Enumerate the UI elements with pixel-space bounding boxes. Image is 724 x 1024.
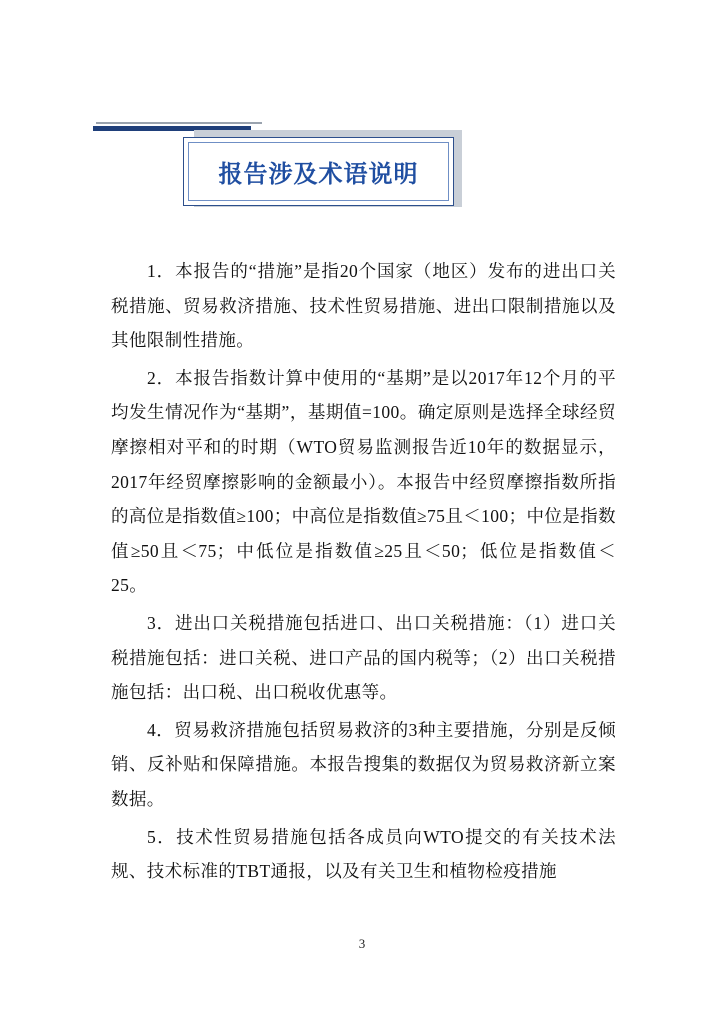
page-number: 3 bbox=[358, 936, 366, 951]
title-box bbox=[183, 137, 454, 206]
decorative-rule-top bbox=[96, 122, 262, 124]
paragraph-5: 5．技术性贸易措施包括各成员向WTO提交的有关技术法规、技术标准的TBT通报，以及有关卫生和植物检疫措施 bbox=[111, 826, 616, 882]
title-inner-frame bbox=[188, 142, 449, 201]
paragraph-1: 1．本报告的“措施”是指20个国家（地区）发布的进出口关税措施、贸易救济措施、技术性贸易措施、进出口限制措施以及其他限制性措施。 bbox=[111, 261, 616, 351]
paragraph-3: 3．进出口关税措施包括进口、出口关税措施：（1）进口关税措施包括：进口关税、进口产品的国内税等；（2）出口关税措施包括：出口税、出口税收优惠等。 bbox=[111, 612, 616, 703]
section-title: 报告涉及术语说明 bbox=[218, 160, 419, 188]
paragraph-2: 2．本报告指数计算中使用的“基期”是以2017年12个月的平均发生情况作为“基期”，基期值=100。确定原则是选择全球经贸摩擦相对平和的时期（WTO贸易监测报告近10年的数据显示，2017年经贸摩擦影响的金额最小）。本报告中经贸摩擦指数所指的高位是指数值≥100；中高位是指数值≥75且＜100；中位是指数值≥50且＜75；中低位是指数值≥25且＜50；低位是指数值＜25。 bbox=[111, 367, 616, 596]
body-text bbox=[111, 254, 616, 889]
paragraph-4: 4．贸易救济措施包括贸易救济的3种主要措施，分别是反倾销、反补贴和保障措施。本报告搜集的数据仅为贸易救济新立案数据。 bbox=[111, 719, 616, 809]
